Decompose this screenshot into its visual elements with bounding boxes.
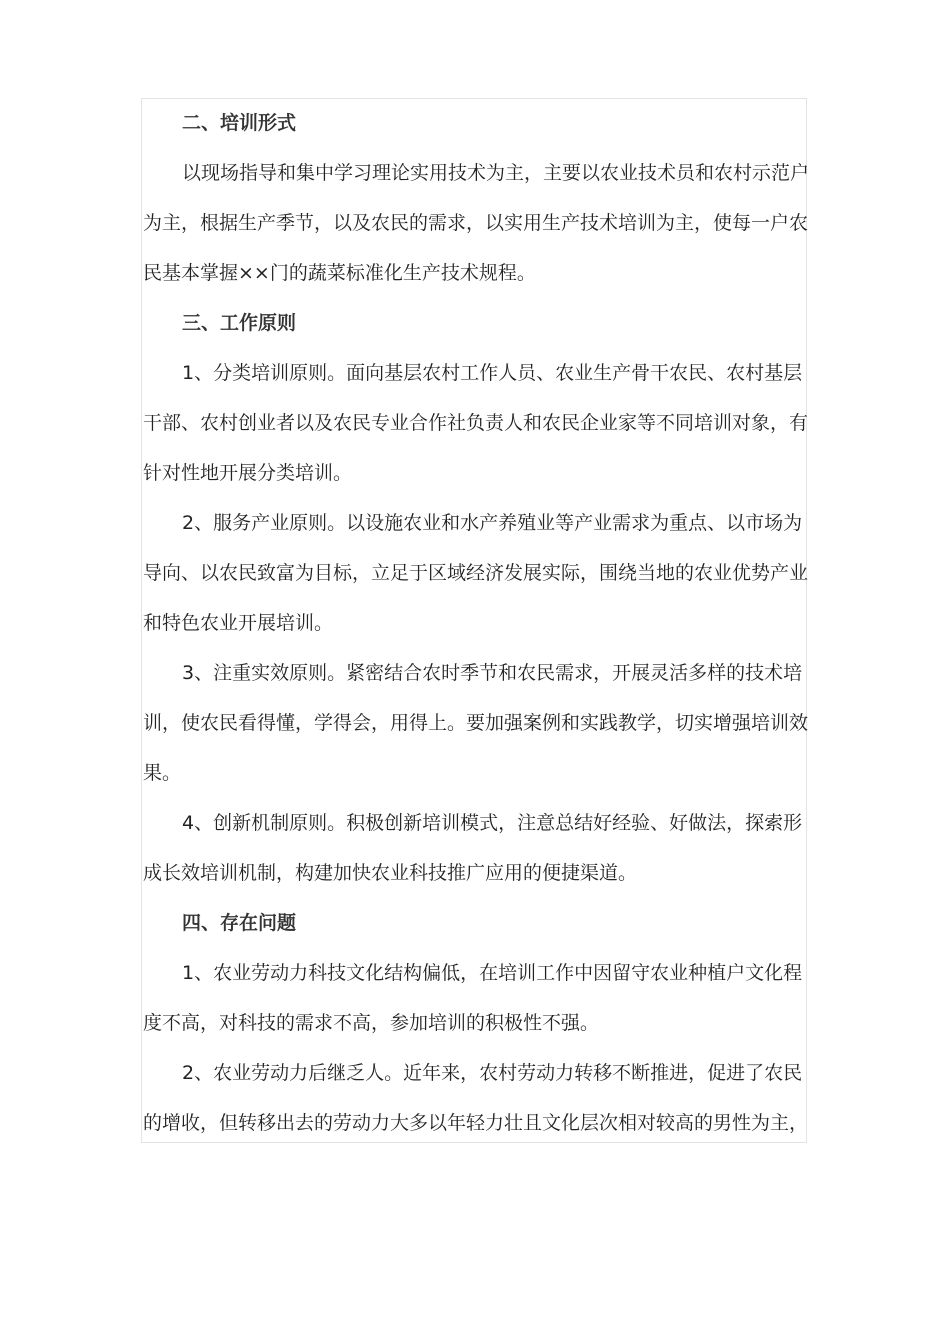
- section-heading-training-form: 二、培训形式: [182, 112, 297, 134]
- section-heading-work-principles: 三、工作原则: [182, 312, 297, 334]
- paragraph-line: 干部、农村创业者以及农民专业合作社负责人和农民企业家等不同培训对象，有: [143, 412, 809, 434]
- paragraph-line: 成长效培训机制，构建加快农业科技推广应用的便捷渠道。: [143, 862, 638, 884]
- document-body: [143, 98, 815, 1148]
- paragraph-line: 以现场指导和集中学习理论实用技术为主，主要以农业技术员和农村示范户: [182, 162, 810, 184]
- paragraph-line: 2、服务产业原则。以设施农业和水产养殖业等产业需求为重点、以市场为: [182, 512, 803, 534]
- paragraph-line: 训，使农民看得懂，学得会，用得上。要加强案例和实践教学，切实增强培训效: [143, 712, 809, 734]
- section-heading-existing-problems: 四、存在问题: [182, 912, 297, 934]
- paragraph-line: 1、分类培训原则。面向基层农村工作人员、农业生产骨干农民、农村基层: [182, 362, 803, 384]
- paragraph-line: 1、农业劳动力科技文化结构偏低，在培训工作中因留守农业种植户文化程: [182, 962, 803, 984]
- paragraph-line: 度不高，对科技的需求不高，参加培训的积极性不强。: [143, 1012, 600, 1034]
- paragraph-line: 3、注重实效原则。紧密结合农时季节和农民需求，开展灵活多样的技术培: [182, 662, 803, 684]
- paragraph-line: 果。: [143, 762, 182, 784]
- paragraph-line: 2、农业劳动力后继乏人。近年来，农村劳动力转移不断推进，促进了农民: [182, 1062, 803, 1084]
- paragraph-line: 和特色农业开展培训。: [143, 612, 334, 634]
- paragraph-line: 导向、以农民致富为目标，立足于区域经济发展实际，围绕当地的农业优势产业: [143, 562, 809, 584]
- paragraph-line: 针对性地开展分类培训。: [143, 462, 353, 484]
- paragraph-line: 的增收，但转移出去的劳动力大多以年轻力壮且文化层次相对较高的男性为主，: [143, 1112, 809, 1134]
- paragraph-line: 4、创新机制原则。积极创新培训模式，注意总结好经验、好做法，探索形: [182, 812, 803, 834]
- paragraph-line: 民基本掌握××门的蔬菜标准化生产技术规程。: [143, 262, 536, 284]
- paragraph-line: 为主，根据生产季节，以及农民的需求，以实用生产技术培训为主，使每一户农: [143, 212, 809, 234]
